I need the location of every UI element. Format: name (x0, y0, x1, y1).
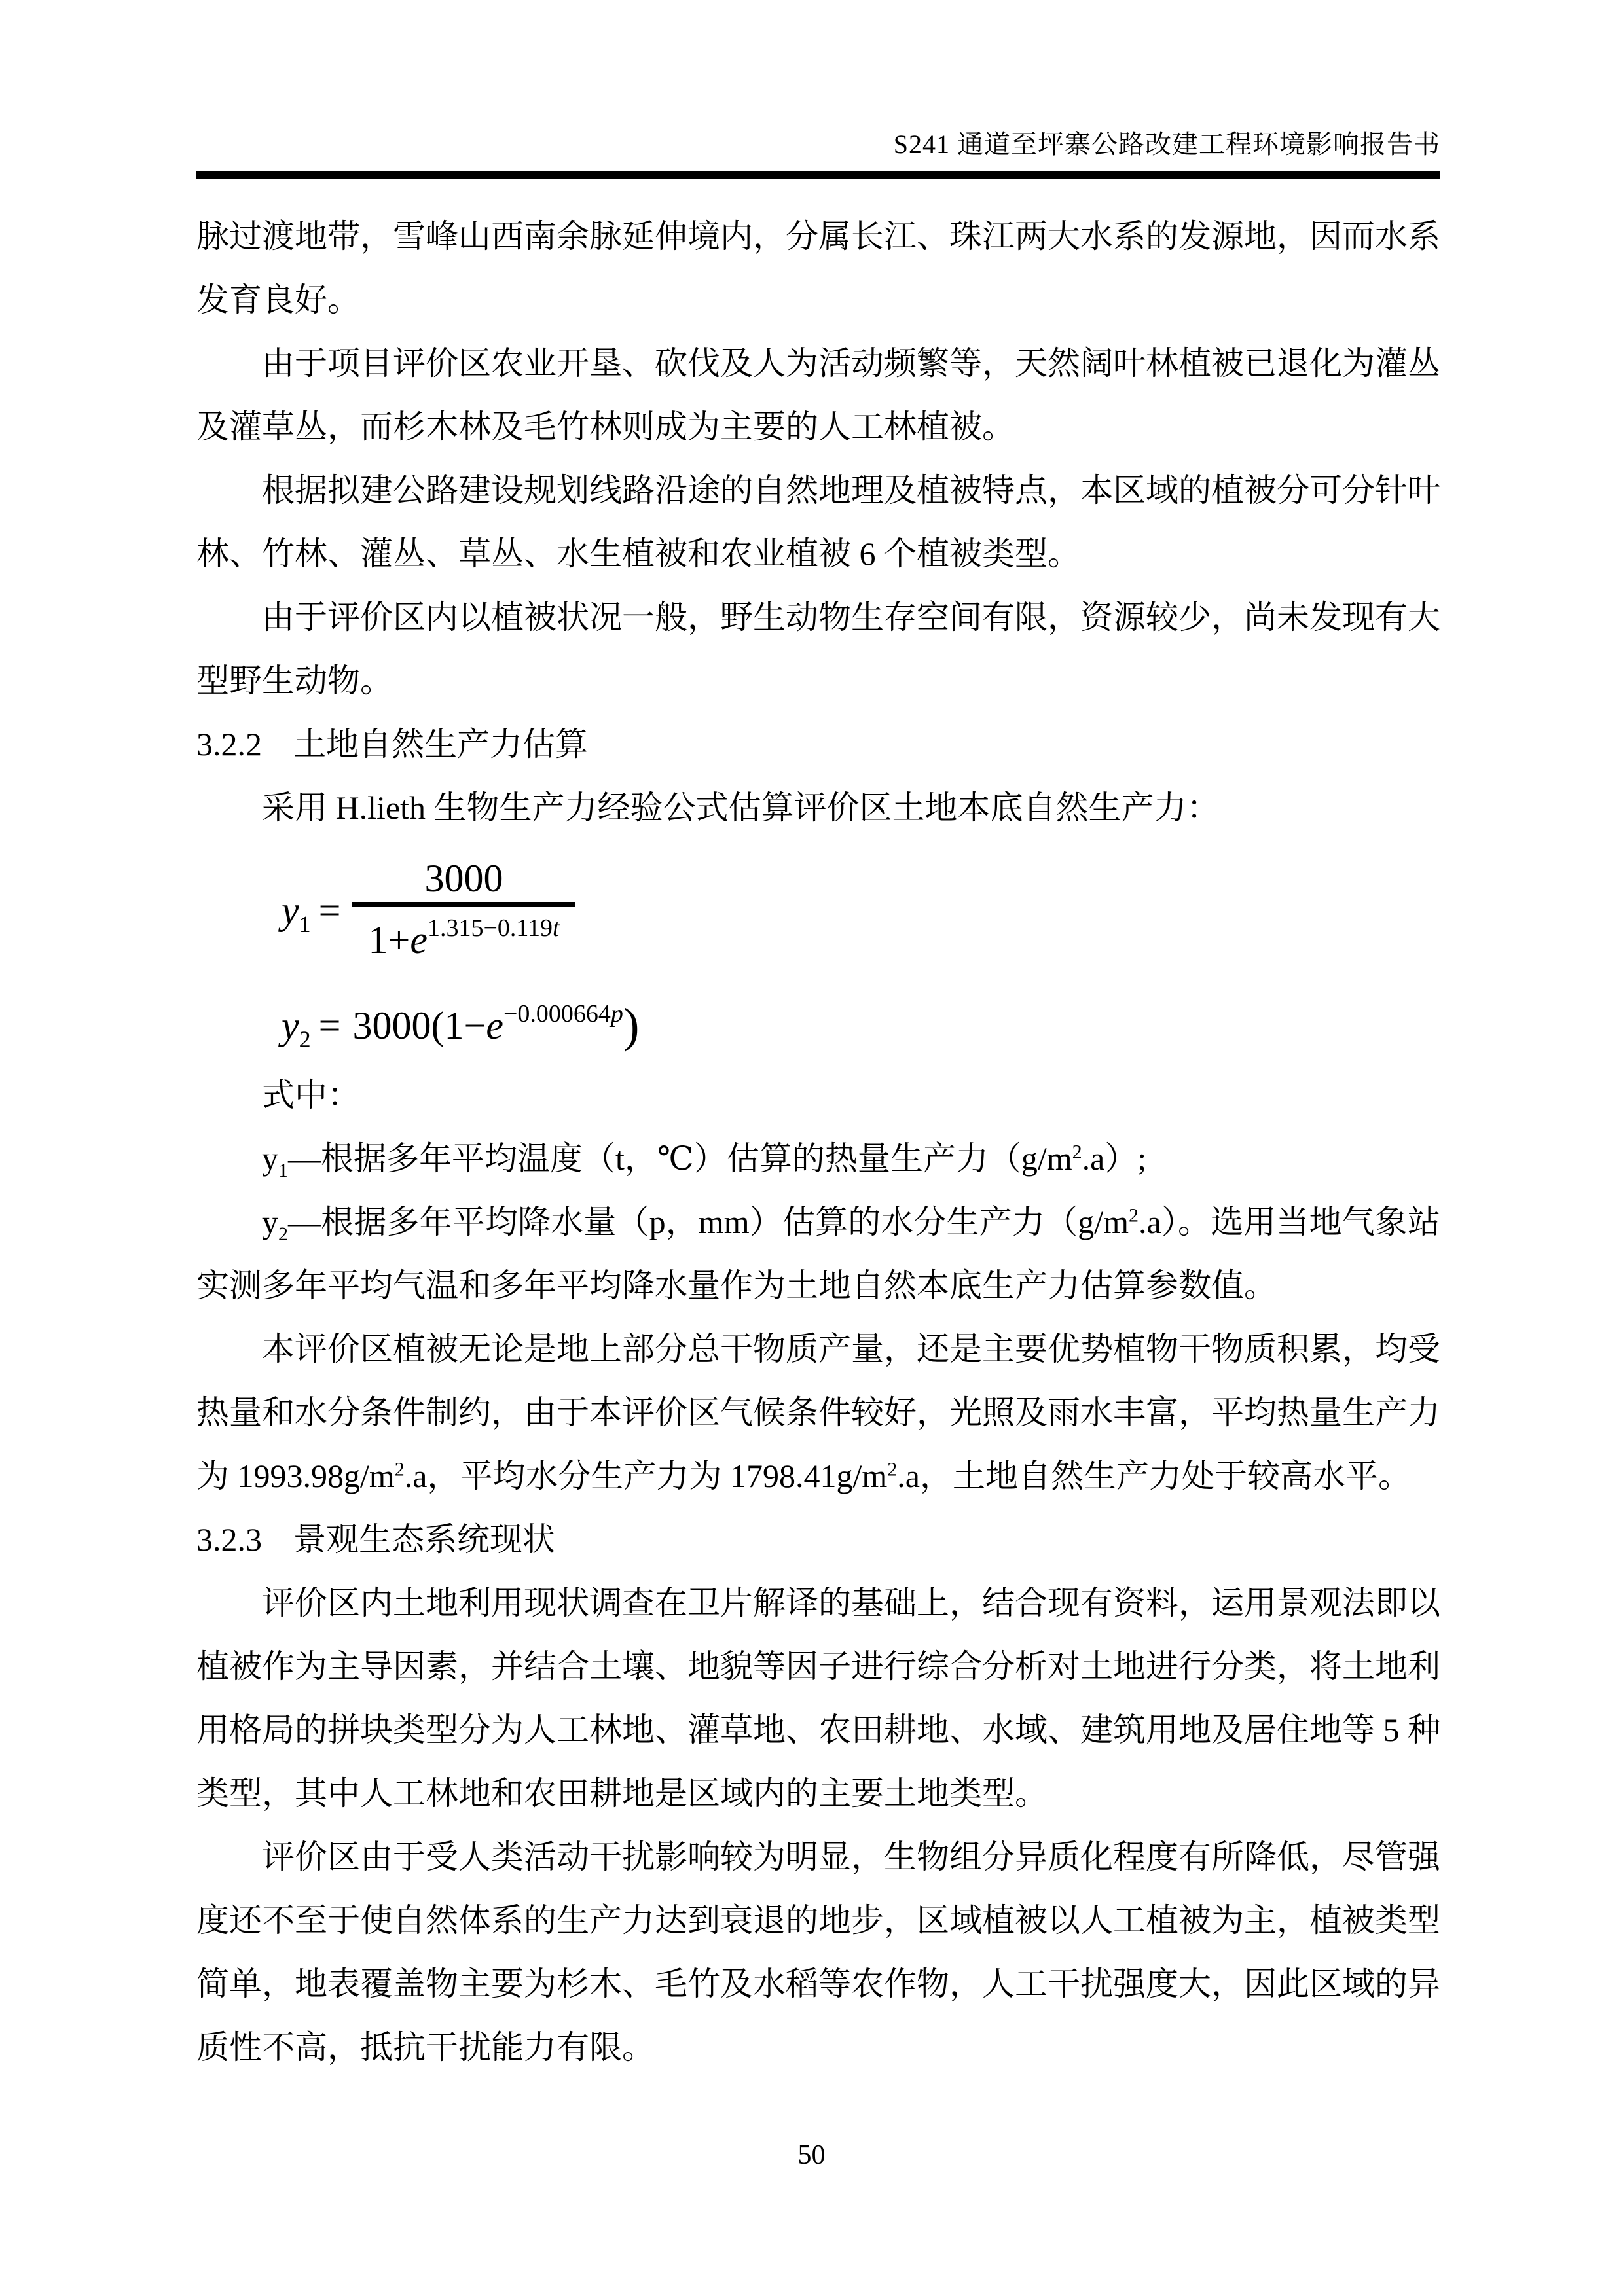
fraction-denominator: $1+e^{1.315-0.119t}$ (352, 902, 575, 967)
paragraph-wildlife: 由于评价区内以植被状况一般，野生动物生存空间有限，资源较少，尚未发现有大型野生动物。 (196, 599, 1440, 699)
paragraph-where: 式中： (262, 1077, 360, 1113)
paragraph-vegetation-types: 根据拟建公路建设规划线路沿途的自然地理及植被特点，本区域的植被分可分针叶林、竹林、灌丛、草丛、水生植被和农业植被 6 个植被类型。 (196, 472, 1440, 572)
header-title: S241 通道至坪寨公路改建工程环境影响报告书 (893, 130, 1440, 159)
fraction-numerator: 3000 (424, 856, 503, 900)
paragraph-productivity-values: 本评价区植被无论是地上部分总干物质产量，还是主要优势植物干物质积累，均受热量和水分条件制约，由于本评价区气候条件较好，光照及雨水丰富，平均热量生产力为 $1993.98g/m^2.a$，平均水分生产力为 $1798.41g/m^2.a$，土地自然生产力处于较高水平。 (196, 1331, 1440, 1494)
formula-y2 (282, 988, 1440, 1064)
section-heading-3-2-2 (196, 713, 1440, 776)
formula-y1-lhs: $y_1$ (282, 889, 311, 937)
paragraph-y1-definition: $y_1—$根据多年平均温度（t，℃）估算的热量生产力$(g/m^2.a)$; (262, 1140, 1147, 1181)
formula-y2-rhs: $3000(1-e^{-0.000664p})$ (352, 999, 640, 1052)
page-number: 50 (797, 2140, 826, 2170)
closing-paren: ) (623, 999, 640, 1052)
section-number: 3.2.3 (196, 1521, 262, 1558)
section-heading-3-2-3 (196, 1508, 1440, 1571)
paragraph-vegetation-degradation: 由于项目评价区农业开垦、砍伐及人为活动频繁等，天然阔叶林植被已退化为灌丛及灌草丛，而杉木林及毛竹林则成为主要的人工林植被。 (196, 345, 1440, 445)
page-footer (0, 2139, 1623, 2172)
equals-sign: = (318, 1004, 341, 1047)
exponent: 1.315−0.119t (427, 914, 560, 942)
header-rule (196, 171, 1440, 179)
paragraph-hlieth-intro: 采用 H.lieth 生物生产力经验公式估算评价区土地本底自然生产力： (262, 789, 1220, 826)
document-body (196, 205, 1440, 2079)
exponent: −0.000664p (503, 1000, 623, 1028)
paragraph-landscape-classification: 评价区内土地利用现状调查在卫片解译的基础上，结合现有资料，运用景观法即以植被作为主导因素，并结合土壤、地貌等因子进行综合分析对土地进行分类，将土地利用格局的拼块类型分为人工林地、灌草地、农田耕地、水域、建筑用地及居住地等 5 种类型，其中人工林地和农田耕地是区域内的主要土地类型。 (196, 1585, 1440, 1812)
fraction (352, 855, 575, 967)
section-number: 3.2.2 (196, 726, 262, 762)
paragraph-y2-definition: $y_2—$根据多年平均降水量（p，mm）估算的水分生产力$(g/m^2.a)$。选用当地气象站实测多年平均气温和多年平均降水量作为土地自然本底生产力估算参数值。 (196, 1204, 1440, 1304)
section-title: 土地自然生产力估算 (293, 726, 588, 762)
equals-sign: = (318, 889, 341, 932)
section-title: 景观生态系统现状 (293, 1521, 555, 1558)
formula-y2-lhs: $y_2$ (282, 1004, 311, 1052)
paragraph-disturbance: 评价区由于受人类活动干扰影响较为明显，生物组分异质化程度有所降低，尽管强度还不至于使自然体系的生产力达到衰退的地步，区域植被以人工植被为主，植被类型简单，地表覆盖物主要为杉木、毛竹及水稻等农作物，人工干扰强度大，因此区域的异质性不高，抵抗干扰能力有限。 (196, 1839, 1440, 2066)
paragraph-watershed: 脉过渡地带，雪峰山西南余脉延伸境内，分属长江、珠江两大水系的发源地，因而水系发育良好。 (196, 218, 1440, 318)
formula-y1 (282, 844, 1440, 978)
page-header (196, 128, 1440, 179)
